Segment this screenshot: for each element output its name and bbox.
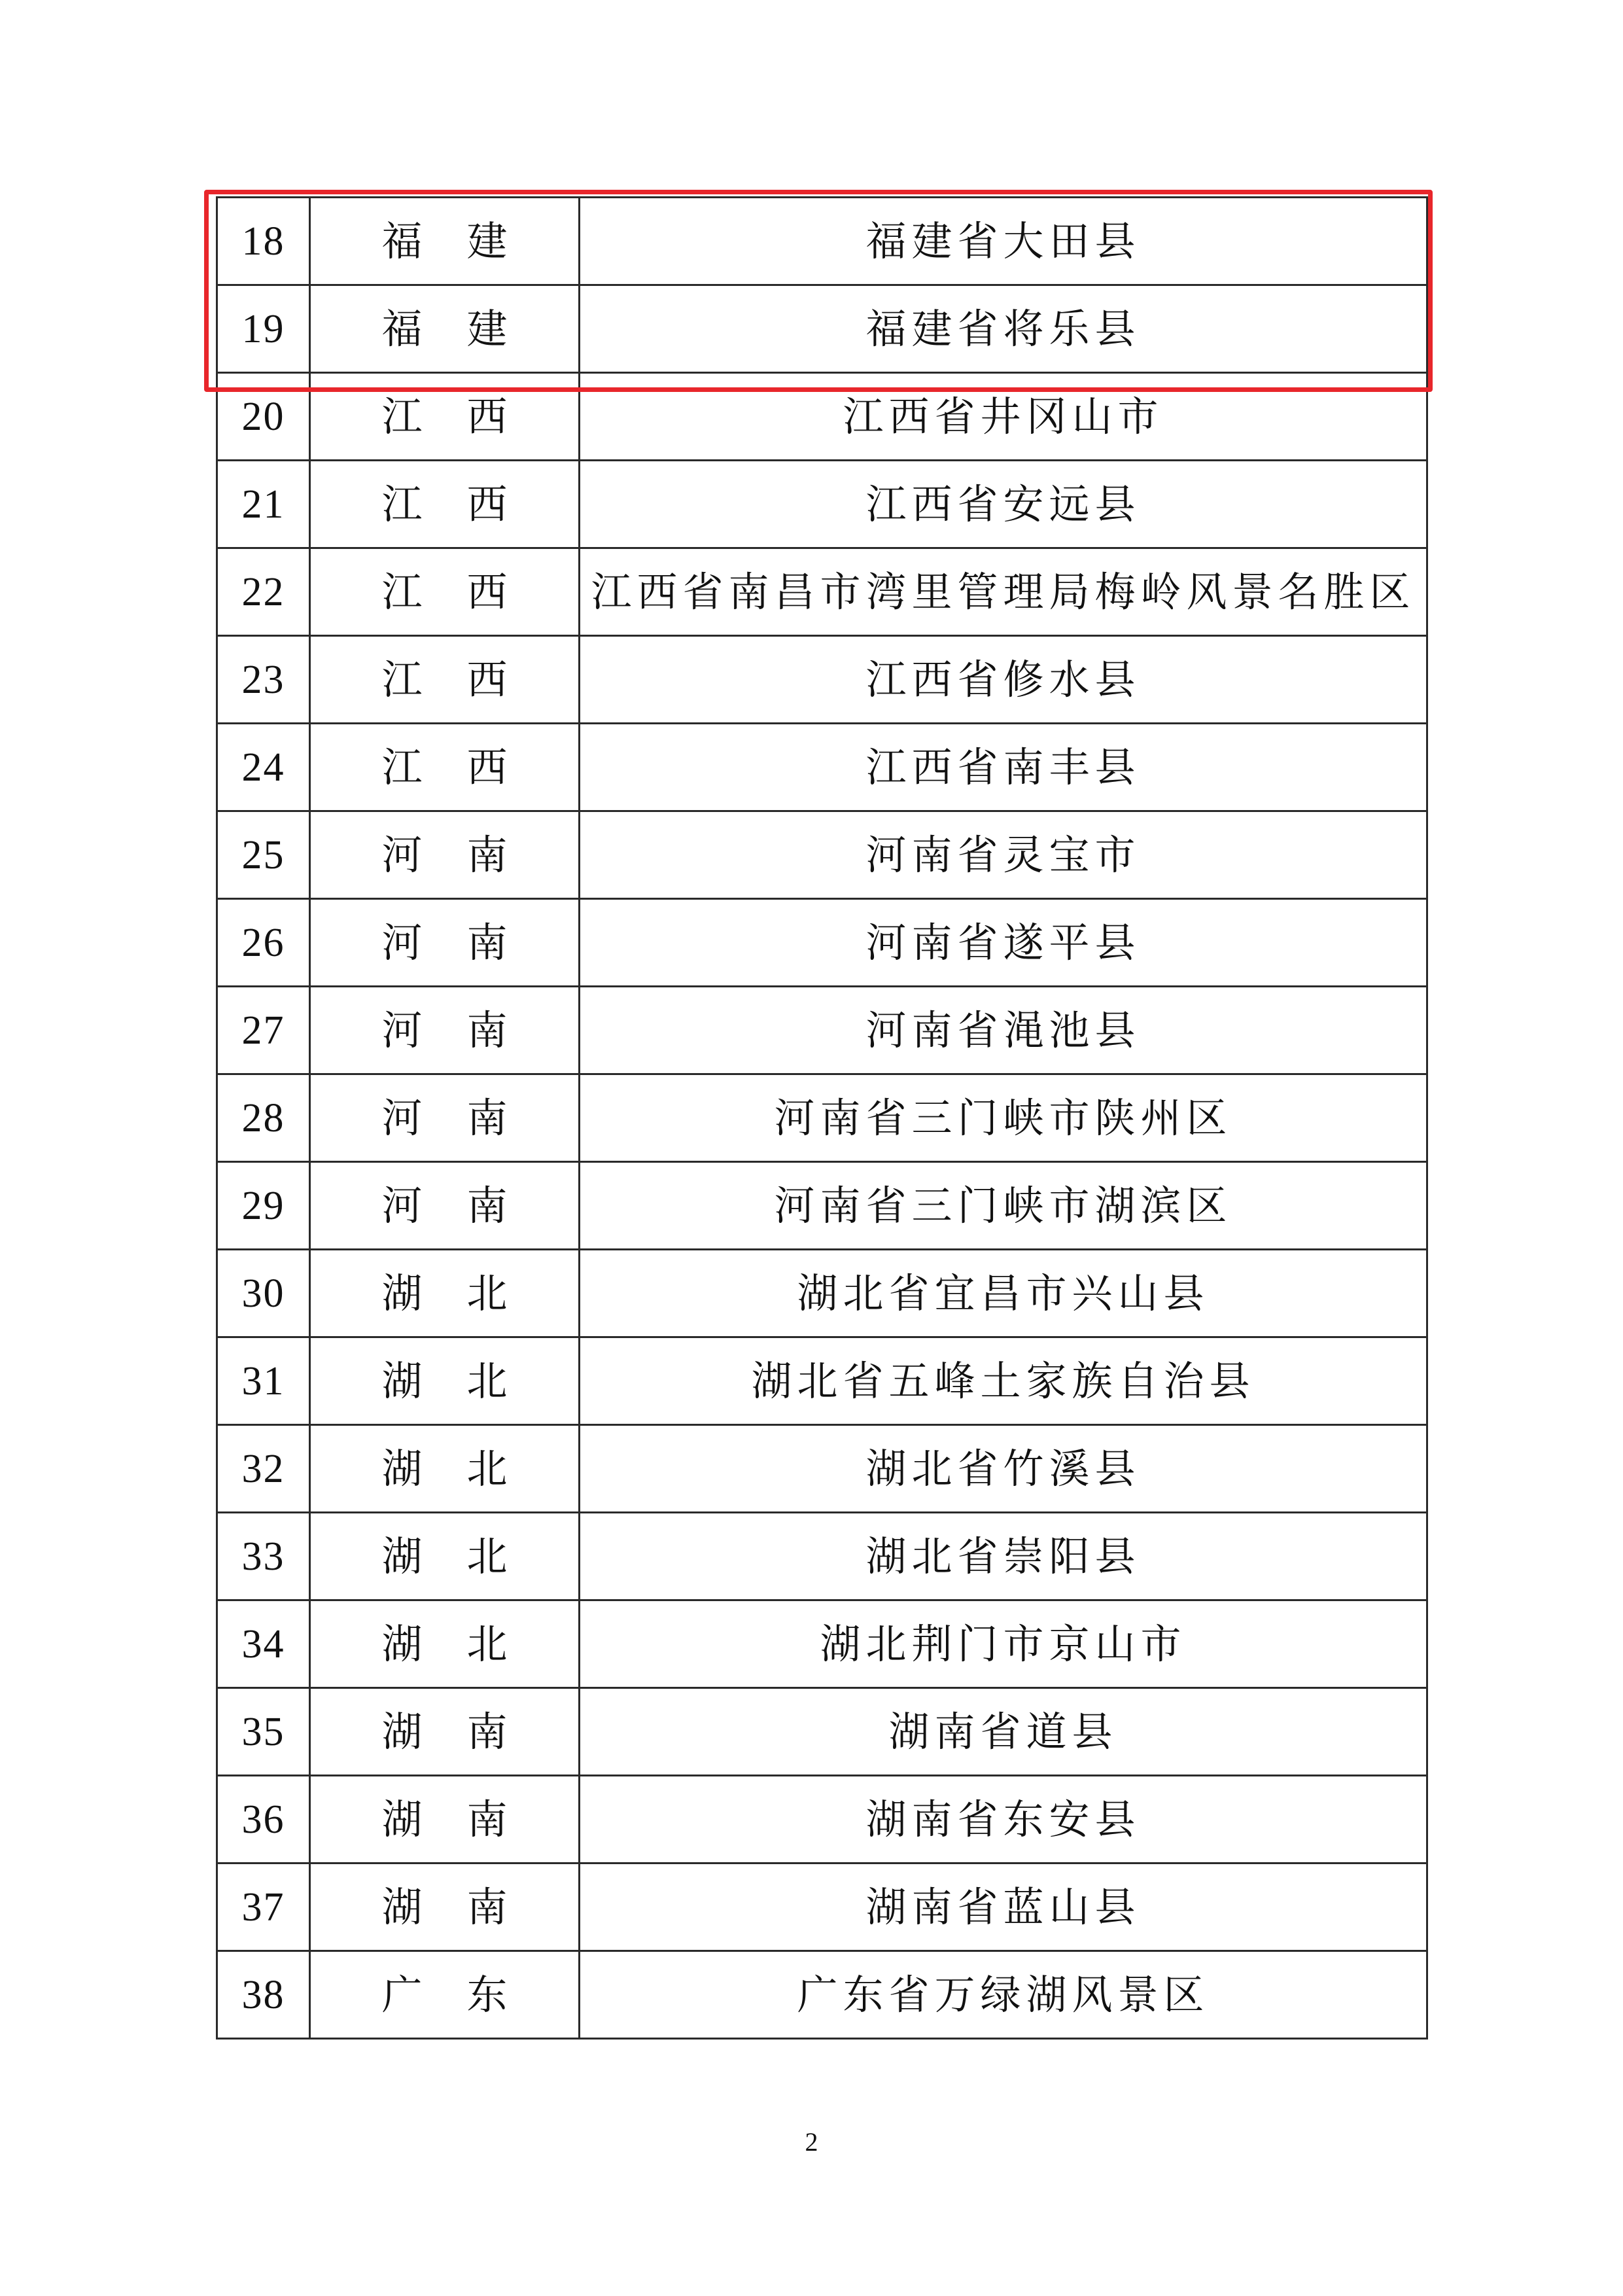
row-number: 38 (217, 1951, 310, 2039)
table-row (217, 636, 1427, 724)
row-number: 32 (217, 1425, 310, 1513)
row-number: 35 (217, 1688, 310, 1776)
table-row (217, 1250, 1427, 1337)
table-row (217, 548, 1427, 636)
province-cell: 湖北 (310, 1425, 580, 1513)
table-row (217, 1776, 1427, 1863)
area-name-cell: 湖北省五峰土家族自治县 (580, 1337, 1427, 1425)
table-row (217, 373, 1427, 461)
page-number: 2 (805, 2127, 818, 2157)
area-name-cell: 湖北省竹溪县 (580, 1425, 1427, 1513)
row-number: 18 (217, 198, 310, 285)
province-cell: 江西 (310, 373, 580, 461)
province-cell: 河南 (310, 899, 580, 987)
table-row (217, 1513, 1427, 1600)
area-name-cell: 湖南省东安县 (580, 1776, 1427, 1863)
table-row (217, 1951, 1427, 2039)
area-name-cell: 湖北荆门市京山市 (580, 1600, 1427, 1688)
row-number: 24 (217, 724, 310, 811)
province-cell: 福建 (310, 285, 580, 373)
province-cell: 江西 (310, 636, 580, 724)
table-row (217, 987, 1427, 1074)
table-row (217, 899, 1427, 987)
province-cell: 湖南 (310, 1688, 580, 1776)
row-number: 34 (217, 1600, 310, 1688)
table-row (217, 1162, 1427, 1250)
table-row (217, 1688, 1427, 1776)
row-number: 37 (217, 1863, 310, 1951)
row-number: 27 (217, 987, 310, 1074)
table-row (217, 1863, 1427, 1951)
province-cell: 江西 (310, 724, 580, 811)
area-name-cell: 江西省井冈山市 (580, 373, 1427, 461)
province-cell: 河南 (310, 987, 580, 1074)
table-row (217, 1600, 1427, 1688)
area-name-cell: 湖北省宜昌市兴山县 (580, 1250, 1427, 1337)
row-number: 20 (217, 373, 310, 461)
table-row (217, 198, 1427, 285)
area-name-cell: 江西省安远县 (580, 461, 1427, 548)
area-name-cell: 福建省大田县 (580, 198, 1427, 285)
row-number: 31 (217, 1337, 310, 1425)
area-name-cell: 河南省三门峡市陕州区 (580, 1074, 1427, 1162)
table-row (217, 1425, 1427, 1513)
table-row (217, 811, 1427, 899)
area-name-cell: 湖北省崇阳县 (580, 1513, 1427, 1600)
table-row (217, 1074, 1427, 1162)
table-row (217, 461, 1427, 548)
province-cell: 湖北 (310, 1337, 580, 1425)
province-cell: 广东 (310, 1951, 580, 2039)
row-number: 30 (217, 1250, 310, 1337)
area-name-cell: 江西省南丰县 (580, 724, 1427, 811)
row-number: 25 (217, 811, 310, 899)
table-row (217, 285, 1427, 373)
row-number: 33 (217, 1513, 310, 1600)
row-number: 21 (217, 461, 310, 548)
area-name-cell: 湖南省蓝山县 (580, 1863, 1427, 1951)
area-name-cell: 广东省万绿湖风景区 (580, 1951, 1427, 2039)
area-name-cell: 河南省渑池县 (580, 987, 1427, 1074)
province-cell: 河南 (310, 811, 580, 899)
table-body (217, 198, 1427, 2039)
province-cell: 福建 (310, 198, 580, 285)
table-row (217, 1337, 1427, 1425)
province-cell: 河南 (310, 1162, 580, 1250)
row-number: 28 (217, 1074, 310, 1162)
area-name-cell: 江西省修水县 (580, 636, 1427, 724)
province-cell: 湖北 (310, 1600, 580, 1688)
province-cell: 江西 (310, 548, 580, 636)
area-name-cell: 福建省将乐县 (580, 285, 1427, 373)
row-number: 36 (217, 1776, 310, 1863)
region-table (216, 196, 1428, 2040)
province-cell: 江西 (310, 461, 580, 548)
area-name-cell: 江西省南昌市湾里管理局梅岭风景名胜区 (580, 548, 1427, 636)
province-cell: 河南 (310, 1074, 580, 1162)
row-number: 26 (217, 899, 310, 987)
province-cell: 湖南 (310, 1863, 580, 1951)
table-row (217, 724, 1427, 811)
area-name-cell: 河南省遂平县 (580, 899, 1427, 987)
province-cell: 湖南 (310, 1776, 580, 1863)
province-cell: 湖北 (310, 1513, 580, 1600)
area-name-cell: 湖南省道县 (580, 1688, 1427, 1776)
area-name-cell: 河南省灵宝市 (580, 811, 1427, 899)
row-number: 29 (217, 1162, 310, 1250)
province-cell: 湖北 (310, 1250, 580, 1337)
area-name-cell: 河南省三门峡市湖滨区 (580, 1162, 1427, 1250)
row-number: 19 (217, 285, 310, 373)
row-number: 22 (217, 548, 310, 636)
row-number: 23 (217, 636, 310, 724)
